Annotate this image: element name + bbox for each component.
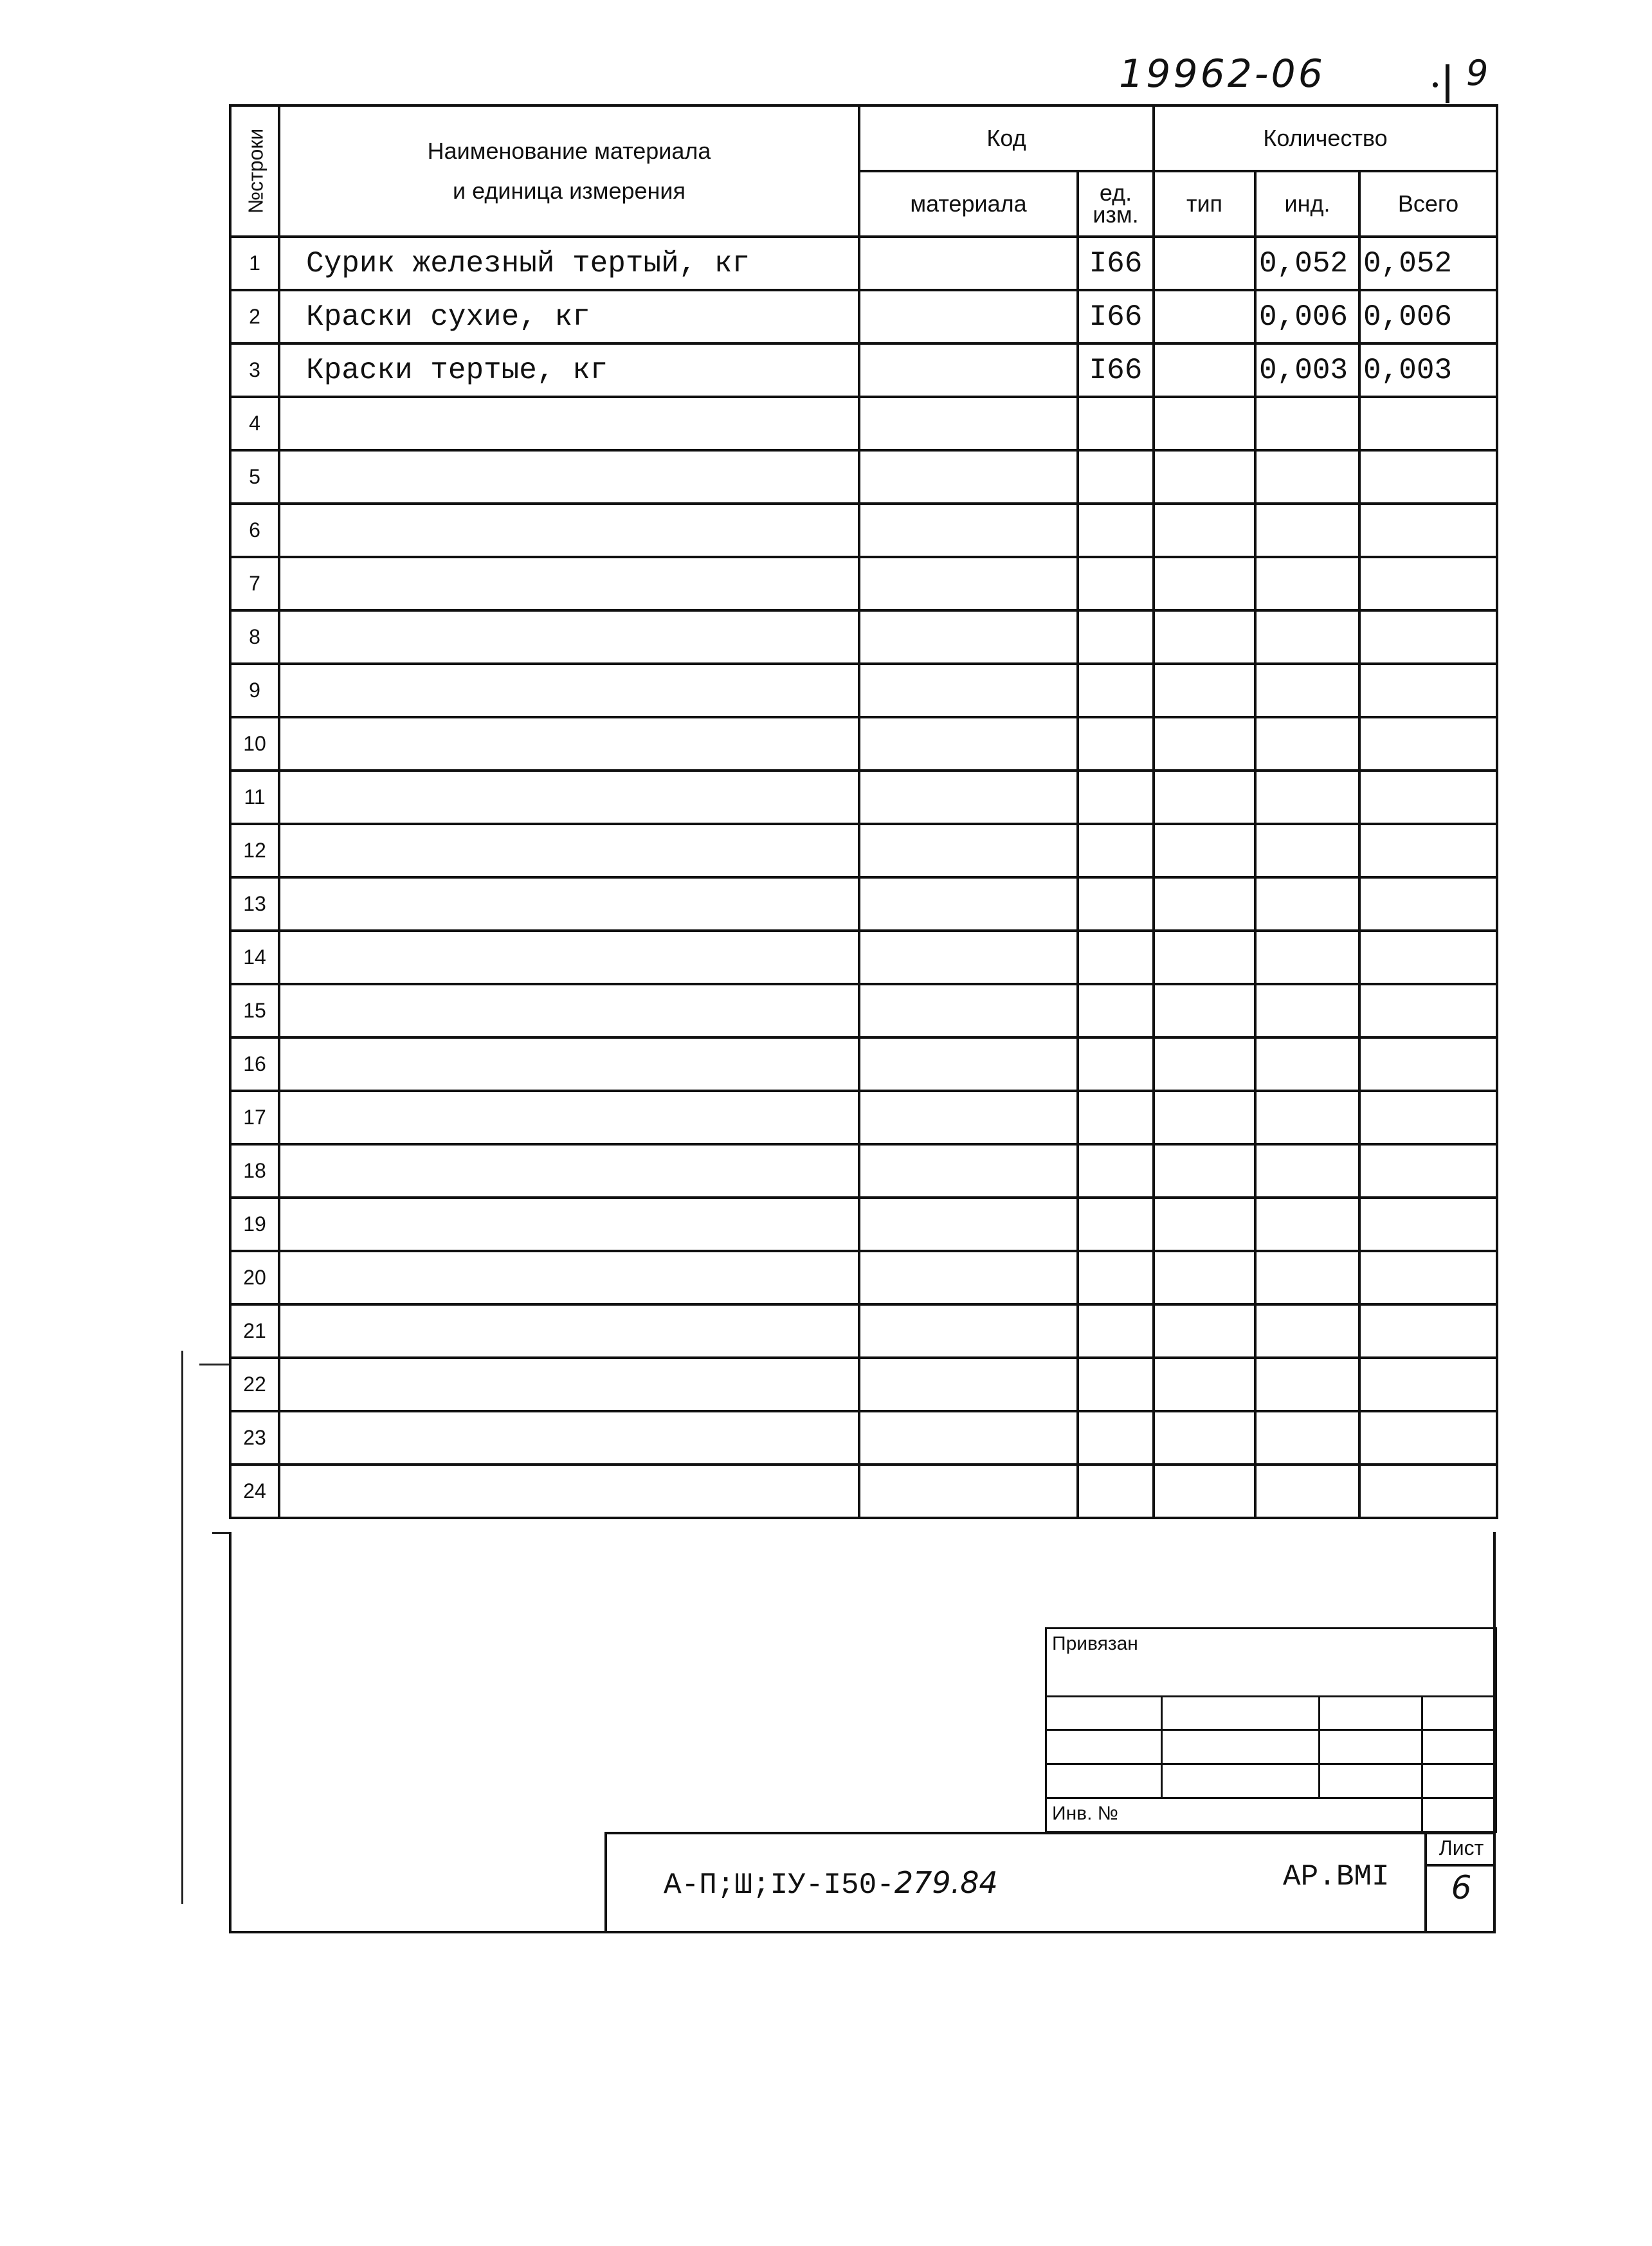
material-name (279, 504, 859, 557)
page-separator (1446, 64, 1449, 103)
project-code: А-П;Ш;IУ-I50-279.84 (664, 1865, 998, 1902)
inventory-number-label: Инв. № (1046, 1798, 1422, 1832)
material-name (279, 1251, 859, 1304)
margin-line (181, 1351, 183, 1904)
quantity-type (1154, 504, 1255, 557)
quantity-total (1359, 1198, 1497, 1251)
quantity-ind (1255, 1037, 1359, 1091)
material-code (859, 1144, 1078, 1198)
material-code (859, 877, 1078, 931)
table-row (230, 1251, 1497, 1304)
quantity-ind (1255, 1251, 1359, 1304)
quantity-type (1154, 1358, 1255, 1411)
material-code (859, 557, 1078, 610)
quantity-total: 0,006 (1359, 290, 1497, 343)
row-number: 12 (230, 824, 279, 877)
row-number: 20 (230, 1251, 279, 1304)
unit-code (1078, 1198, 1154, 1251)
total-header: Всего (1359, 171, 1497, 237)
table-row (230, 237, 1497, 290)
unit-code (1078, 397, 1154, 450)
row-number: 5 (230, 450, 279, 504)
quantity-type (1154, 397, 1255, 450)
quantity-total (1359, 557, 1497, 610)
quantity-ind (1255, 397, 1359, 450)
quantity-total: 0,003 (1359, 343, 1497, 397)
sheet-box (1424, 1832, 1496, 1933)
material-code (859, 290, 1078, 343)
material-code (859, 1465, 1078, 1518)
quantity-type (1154, 1411, 1255, 1465)
row-number: 14 (230, 931, 279, 984)
unit-code (1078, 717, 1154, 771)
table-row (230, 290, 1497, 343)
table-row (230, 771, 1497, 824)
unit-code (1078, 450, 1154, 504)
unit-code (1078, 1037, 1154, 1091)
type-header: тип (1154, 171, 1255, 237)
material-code (859, 984, 1078, 1037)
row-number: 13 (230, 877, 279, 931)
table-row (230, 557, 1497, 610)
unit-code (1078, 1358, 1154, 1411)
table-row (230, 664, 1497, 717)
row-number: 16 (230, 1037, 279, 1091)
quantity-type (1154, 931, 1255, 984)
unit-code (1078, 824, 1154, 877)
material-name (279, 717, 859, 771)
row-number: 18 (230, 1144, 279, 1198)
quantity-total (1359, 1358, 1497, 1411)
material-code (859, 1358, 1078, 1411)
quantity-total (1359, 824, 1497, 877)
material-name (279, 1037, 859, 1091)
unit-code (1078, 1465, 1154, 1518)
quantity-ind: 0,052 (1255, 237, 1359, 290)
quantity-total (1359, 717, 1497, 771)
quantity-ind (1255, 1144, 1359, 1198)
unit-code: I66 (1078, 290, 1154, 343)
table-row (230, 1198, 1497, 1251)
material-code (859, 1411, 1078, 1465)
quantity-total (1359, 984, 1497, 1037)
table-row (230, 984, 1497, 1037)
material-name (279, 1091, 859, 1144)
quantity-ind: 0,003 (1255, 343, 1359, 397)
quantity-ind (1255, 771, 1359, 824)
unit-code (1078, 1411, 1154, 1465)
material-code (859, 717, 1078, 771)
unit-code (1078, 1144, 1154, 1198)
table-row (230, 1091, 1497, 1144)
material-code (859, 343, 1078, 397)
quantity-type (1154, 610, 1255, 664)
quantity-total (1359, 1144, 1497, 1198)
table-row (230, 504, 1497, 557)
sheet-number: 6 (1451, 1869, 1472, 1906)
table-row (230, 931, 1497, 984)
quantity-ind (1255, 557, 1359, 610)
quantity-type (1154, 1465, 1255, 1518)
quantity-ind (1255, 824, 1359, 877)
quantity-ind (1255, 1198, 1359, 1251)
quantity-total (1359, 1465, 1497, 1518)
quantity-total (1359, 450, 1497, 504)
quantity-type (1154, 237, 1255, 290)
material-name (279, 1358, 859, 1411)
quantity-total (1359, 1411, 1497, 1465)
material-name (279, 1198, 859, 1251)
quantity-total (1359, 397, 1497, 450)
table-row (230, 1304, 1497, 1358)
material-name: Краски сухие, кг (279, 290, 859, 343)
row-number: 2 (230, 290, 279, 343)
unit-code (1078, 1091, 1154, 1144)
quantity-header: Количество (1154, 105, 1497, 171)
quantity-total (1359, 771, 1497, 824)
material-name (279, 1304, 859, 1358)
row-number: 24 (230, 1465, 279, 1518)
material-code (859, 771, 1078, 824)
unit-code (1078, 1251, 1154, 1304)
unit-code (1078, 877, 1154, 931)
binding-stamp (1045, 1627, 1497, 1833)
material-name: Сурик железный тертый, кг (279, 237, 859, 290)
quantity-type (1154, 1251, 1255, 1304)
quantity-total (1359, 610, 1497, 664)
row-number: 22 (230, 1358, 279, 1411)
material-code (859, 610, 1078, 664)
row-number: 21 (230, 1304, 279, 1358)
table-row (230, 717, 1497, 771)
material-code (859, 1304, 1078, 1358)
quantity-total (1359, 1037, 1497, 1091)
row-number: 6 (230, 504, 279, 557)
material-name (279, 771, 859, 824)
material-name (279, 557, 859, 610)
material-code (859, 824, 1078, 877)
material-name (279, 397, 859, 450)
quantity-total (1359, 931, 1497, 984)
quantity-ind (1255, 877, 1359, 931)
table-row (230, 1358, 1497, 1411)
quantity-total (1359, 664, 1497, 717)
quantity-ind (1255, 1465, 1359, 1518)
row-number: 17 (230, 1091, 279, 1144)
row-number: 23 (230, 1411, 279, 1465)
table-row (230, 1411, 1497, 1465)
quantity-total (1359, 877, 1497, 931)
table-row (230, 450, 1497, 504)
material-name (279, 664, 859, 717)
table-row (230, 1465, 1497, 1518)
quantity-type (1154, 824, 1255, 877)
code-header: Код (859, 105, 1154, 171)
quantity-ind (1255, 664, 1359, 717)
material-code (859, 664, 1078, 717)
quantity-ind (1255, 984, 1359, 1037)
quantity-ind (1255, 610, 1359, 664)
page-number: 9 (1466, 53, 1489, 93)
materials-table (229, 104, 1498, 1519)
quantity-total (1359, 1091, 1497, 1144)
table-row (230, 1144, 1497, 1198)
quantity-ind (1255, 1411, 1359, 1465)
quantity-type (1154, 771, 1255, 824)
quantity-type (1154, 290, 1255, 343)
material-name (279, 877, 859, 931)
bound-label: Привязан (1046, 1629, 1496, 1697)
unit-code (1078, 984, 1154, 1037)
unit-code (1078, 931, 1154, 984)
margin-tick (199, 1364, 229, 1365)
unit-code (1078, 504, 1154, 557)
material-code (859, 1198, 1078, 1251)
unit-header: ед. изм. (1078, 171, 1154, 237)
row-number: 3 (230, 343, 279, 397)
material-code (859, 931, 1078, 984)
row-number: 11 (230, 771, 279, 824)
material-code-header: материала (859, 171, 1078, 237)
quantity-type (1154, 1037, 1255, 1091)
quantity-ind: 0,006 (1255, 290, 1359, 343)
quantity-ind (1255, 504, 1359, 557)
material-name (279, 984, 859, 1037)
drawing-series: АР.ВМI (1283, 1860, 1390, 1894)
unit-code (1078, 1304, 1154, 1358)
row-number: 7 (230, 557, 279, 610)
sheet-label: Лист (1427, 1832, 1496, 1867)
material-name (279, 1411, 859, 1465)
quantity-type (1154, 664, 1255, 717)
unit-code (1078, 557, 1154, 610)
material-code (859, 237, 1078, 290)
row-number: 4 (230, 397, 279, 450)
quantity-ind (1255, 1304, 1359, 1358)
row-number: 15 (230, 984, 279, 1037)
quantity-type (1154, 1091, 1255, 1144)
quantity-total: 0,052 (1359, 237, 1497, 290)
unit-code: I66 (1078, 343, 1154, 397)
page-dot (1433, 82, 1438, 87)
quantity-type (1154, 1144, 1255, 1198)
material-name (279, 610, 859, 664)
material-name (279, 1465, 859, 1518)
ind-header: инд. (1255, 171, 1359, 237)
quantity-ind (1255, 450, 1359, 504)
row-number: 1 (230, 237, 279, 290)
material-code (859, 504, 1078, 557)
row-number: 8 (230, 610, 279, 664)
quantity-ind (1255, 1358, 1359, 1411)
row-number: 10 (230, 717, 279, 771)
document-number: 19962-06 (1119, 51, 1325, 96)
quantity-type (1154, 1198, 1255, 1251)
unit-code (1078, 610, 1154, 664)
table-row (230, 1037, 1497, 1091)
table-row (230, 610, 1497, 664)
material-code (859, 1091, 1078, 1144)
quantity-total (1359, 1304, 1497, 1358)
quantity-type (1154, 984, 1255, 1037)
table-row (230, 824, 1497, 877)
name-header: Наименование материала и единица измерения (279, 105, 859, 237)
quantity-total (1359, 504, 1497, 557)
material-name (279, 1144, 859, 1198)
material-name: Краски тертые, кг (279, 343, 859, 397)
material-code (859, 1251, 1078, 1304)
table-row (230, 397, 1497, 450)
unit-code: I66 (1078, 237, 1154, 290)
material-name (279, 931, 859, 984)
material-code (859, 450, 1078, 504)
table-row (230, 877, 1497, 931)
material-code (859, 1037, 1078, 1091)
quantity-type (1154, 557, 1255, 610)
material-code (859, 397, 1078, 450)
row-number-header: №строки (230, 105, 279, 237)
quantity-type (1154, 877, 1255, 931)
quantity-ind (1255, 717, 1359, 771)
quantity-type (1154, 1304, 1255, 1358)
quantity-type (1154, 450, 1255, 504)
quantity-ind (1255, 1091, 1359, 1144)
quantity-total (1359, 1251, 1497, 1304)
unit-code (1078, 771, 1154, 824)
row-number: 19 (230, 1198, 279, 1251)
material-name (279, 450, 859, 504)
material-name (279, 824, 859, 877)
unit-code (1078, 664, 1154, 717)
quantity-type (1154, 343, 1255, 397)
table-row (230, 343, 1497, 397)
row-number: 9 (230, 664, 279, 717)
quantity-ind (1255, 931, 1359, 984)
quantity-type (1154, 717, 1255, 771)
margin-tick (212, 1532, 229, 1534)
